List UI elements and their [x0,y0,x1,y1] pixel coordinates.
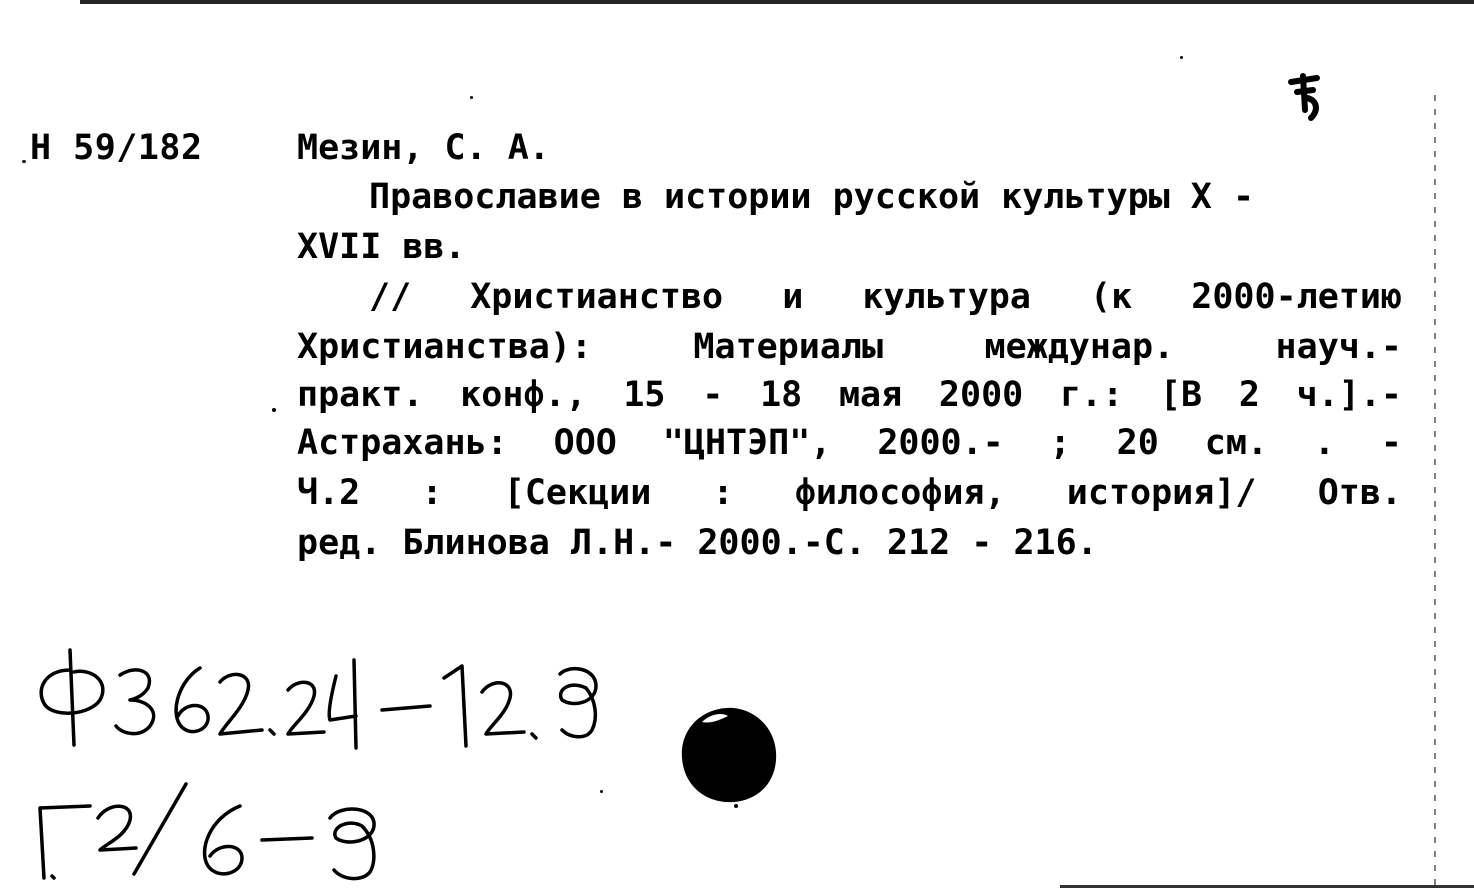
entry-title-line: XVII вв. [297,227,466,267]
entry-part-line: Ч.2 : [Секции : философия, история]/ Отв. [297,473,1402,513]
dust-speck [272,408,276,412]
handwritten-code-1 [30,630,610,760]
card-bottom-edge [1060,885,1474,888]
author-heading: Мезин, С. А. [297,128,550,168]
shelfmark: Н 59/182 [30,128,203,168]
dust-speck [470,96,473,99]
entry-imprint-line: Астрахань: ООО "ЦНТЭП", 2000.- ; 20 см. . - [297,423,1402,463]
handwritten-tick-icon [1283,70,1327,126]
entry-source-line: Христианства): Материалы междунар. науч.- [297,327,1402,367]
entry-pages-line: ред. Блинова Л.Н.- 2000.-С. 212 - 216. [297,523,1098,563]
entry-title-line: Православие в истории русской культуры X - [369,177,1255,217]
card-top-edge [80,0,1474,4]
ink-blot-icon [676,700,784,810]
dust-speck [600,790,603,793]
entry-source-line: практ. конф., 15 - 18 мая 2000 г.: [В 2 ч.].- [297,375,1402,415]
dust-speck [1180,56,1183,59]
entry-source-line: // Христианство и культура (к 2000-летию [369,277,1402,317]
card-right-edge [1434,95,1436,885]
handwritten-code-2 [30,778,410,888]
dust-speck [22,160,26,163]
